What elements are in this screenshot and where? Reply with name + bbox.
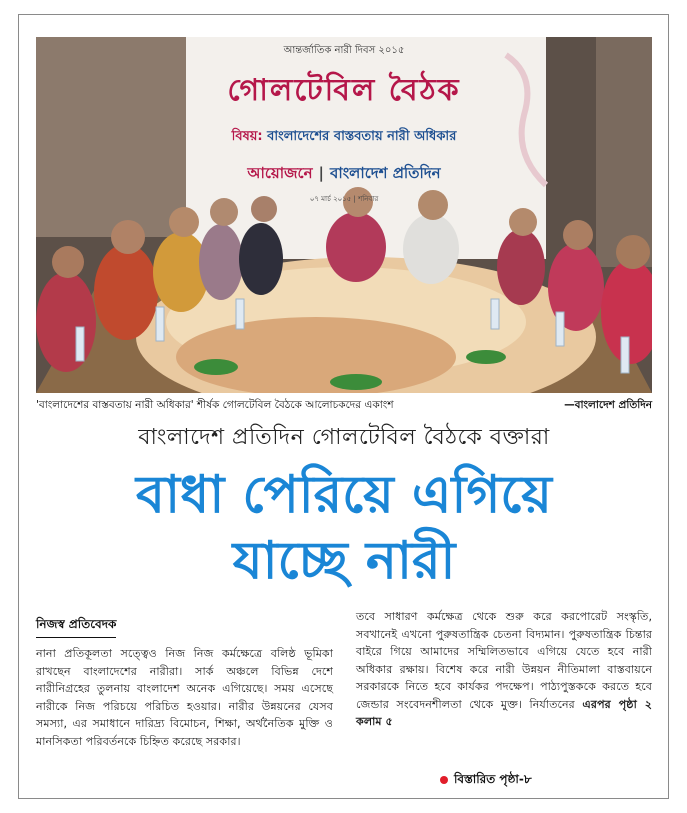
caption-text: 'বাংলাদেশের বাস্তবতায় নারী অধিকার' শীর্ষক গোলটেবিল বৈঠকে আলোচকদের একাংশ xyxy=(36,399,394,411)
detail-link-text: বিস্তারিত পৃষ্ঠা-৮ xyxy=(454,772,532,786)
photo-credit: —বাংলাদেশ প্রতিদিন xyxy=(564,399,652,411)
banner-date: ০৭ মার্চ ২০১৫ | শনিবার xyxy=(309,195,379,203)
red-bullet-icon xyxy=(440,776,448,784)
main-headline xyxy=(36,462,652,594)
article-body-right xyxy=(356,608,652,731)
photo-caption xyxy=(36,398,652,414)
headline-line-1: বাধা পেরিয়ে এগিয়ে xyxy=(136,465,552,525)
continued-reference[interactable]: এরপর পৃষ্ঠা ২ কলাম ৫ xyxy=(356,697,653,728)
kicker-headline: বাংলাদেশ প্রতিদিন গোলটেবিল বৈঠকে বক্তারা xyxy=(138,425,550,450)
article-body-right-text: তবে সাধারণ কর্মক্ষেত্র থেকে শুরু করে করপোরেট সংস্কৃতি, সবখানেই এখনো পুরুষতান্ত্রিক চেতনা বিদ্যমান। পুরুষতান্ত্রিক চিন্তার বাইরে গিয়ে আমাদের সম্মিলিতভাবে এগিয়ে যেতে হবে নারী অধিকার রক্ষায়। বিশেষ করে নারী উন্নয়ন নীতিমালা বাস্তবায়নে সরকারকে নিতে হবে কার্যকর পদক্ষেপ। পাঠ্যপুস্তককে করতে হবে জেন্ডার সংবেদনশীলতা থেকে মুক্ত। নির্যাতনের xyxy=(356,610,652,711)
headline-line-2: যাচ্ছে নারী xyxy=(232,531,456,591)
news-photo xyxy=(36,37,652,393)
article-body-left: নানা প্রতিকূলতা সত্ত্বেও নিজ নিজ কর্মক্ষেত্রে বলিষ্ঠ ভূমিকা রাখছেন বাংলাদেশের নারীরা। সার্ক অঞ্চলে বিভিন্ন দেশে নারীনিগ্রহের তুলনায় বাংলাদেশ অনেক এগিয়েছে। সময় এসেছে নারীকে নিজ পরিচয়ে পরিচিত হওয়ার। নারীর উন্নয়নের যেসব সমস্যা, এর সমাধানে দারিদ্র্য বিমোচন, শিক্ষা, অর্থনৈতিক মুক্তি ও মানসিকতা পরিবর্তনকে চিহ্নিত করেছে সরকার। xyxy=(36,647,333,748)
banner-event-name: আন্তর্জাতিক নারী দিবস ২০১৫ xyxy=(283,45,405,56)
photo-scene xyxy=(36,37,652,393)
detail-link[interactable] xyxy=(440,771,532,791)
banner-subject-label: বিষয়: xyxy=(231,129,263,144)
banner-subject-text: বাংলাদেশের বাস্তবতায় নারী অধিকার xyxy=(267,129,457,144)
banner-organizer-name: বাংলাদেশ প্রতিদিন xyxy=(330,164,441,182)
byline: নিজস্ব প্রতিবেদক xyxy=(36,616,116,638)
banner-organizer-label: আয়োজনে xyxy=(247,164,313,182)
banner-organizer: আয়োজনে | বাংলাদেশ প্রতিদিন xyxy=(247,164,441,182)
banner-title: গোলটেবিল বৈঠক xyxy=(227,73,461,108)
